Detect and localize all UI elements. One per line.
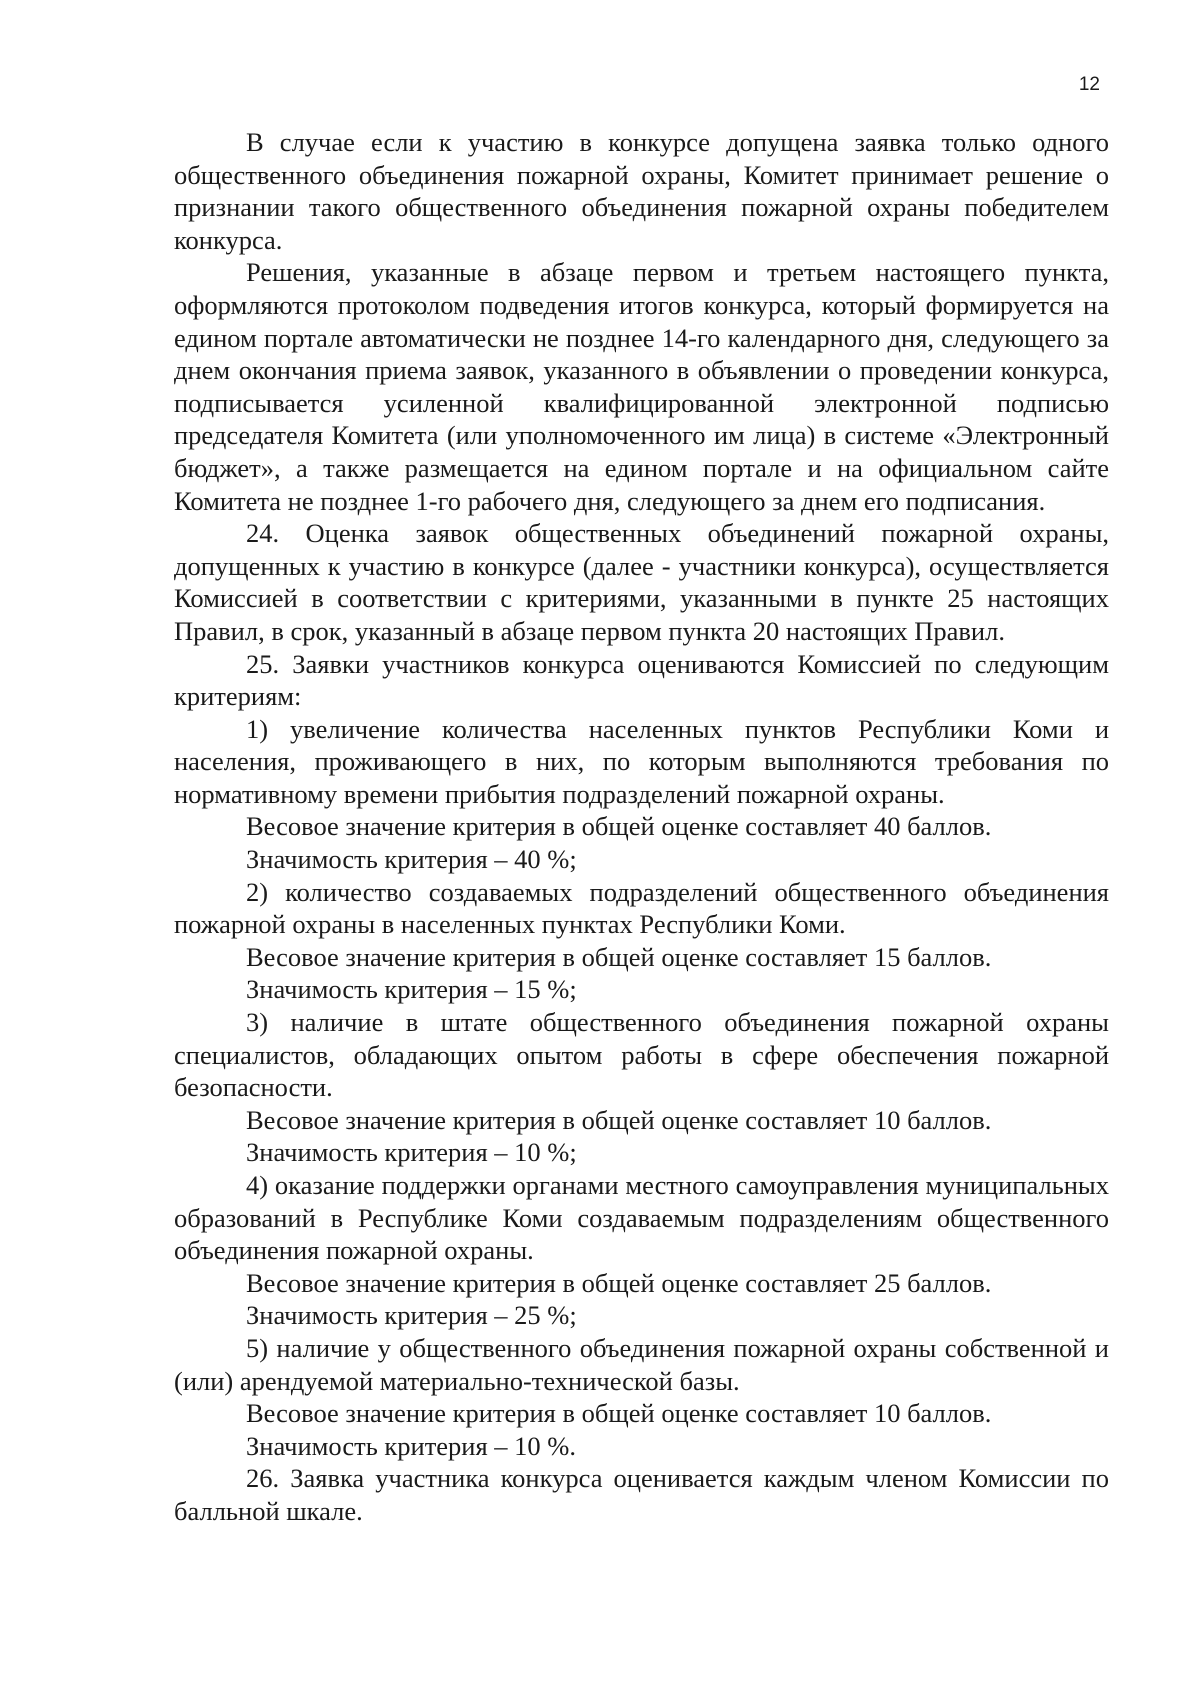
paragraph-24-evaluation: 24. Оценка заявок общественных объединений пожарной охраны, допущенных к участию в конкурсе (далее - участники конкурса), осуществляется Комиссией в соответствии с критериями, указанными в пункте 25 настоящих Правил, в срок, указанный в абзаце первом пункта 20 настоящих Правил.: [174, 518, 1109, 646]
criterion-2-weight: Весовое значение критерия в общей оценке составляет 15 баллов.: [246, 941, 992, 972]
criterion-3-significance: Значимость критерия – 10 %;: [246, 1137, 577, 1168]
criterion-5-text: 5) наличие у общественного объединения пожарной охраны собственной и (или) арендуемой материально-технической базы.: [174, 1332, 1109, 1396]
criterion-1-text: 1) увеличение количества населенных пунктов Республики Коми и населения, проживающего в них, по которым выполняются требования по нормативному времени прибытия подразделений пожарной охраны.: [174, 713, 1109, 809]
criterion-2-significance: Значимость критерия – 15 %;: [246, 974, 577, 1005]
criterion-4-weight: Весовое значение критерия в общей оценке составляет 25 баллов.: [246, 1267, 992, 1298]
paragraph-25-criteria-intro: 25. Заявки участников конкурса оцениваются Комиссией по следующим критериям:: [174, 648, 1109, 712]
criterion-5-significance: Значимость критерия – 10 %.: [246, 1430, 576, 1461]
criterion-5-weight: Весовое значение критерия в общей оценке составляет 10 баллов.: [246, 1398, 992, 1429]
paragraph-decisions-protocol: Решения, указанные в абзаце первом и третьем настоящего пункта, оформляются протоколом подведения итогов конкурса, который формируется на едином портале автоматически не позднее 14-го календарного дня, следующего за днем окончания приема заявок, указанного в объявлении о проведении конкурса, подписывается усиленной квалифицированной электронной подписью председателя Комитета (или уполномоченного им лица) в системе «Электронный бюджет», а также размещается на едином портале и на официальном сайте Комитета не позднее 1-го рабочего дня, следующего за днем его подписания.: [174, 257, 1109, 516]
criterion-1-significance: Значимость критерия – 40 %;: [246, 844, 577, 875]
criterion-4-text: 4) оказание поддержки органами местного самоуправления муниципальных образований в Республике Коми создаваемым подразделениям общественного объединения пожарной охраны.: [174, 1170, 1109, 1266]
criterion-1-weight: Весовое значение критерия в общей оценке составляет 40 баллов.: [246, 811, 992, 842]
paragraph-single-application: В случае если к участию в конкурсе допущена заявка только одного общественного объединения пожарной охраны, Комитет принимает решение о признании такого общественного объединения пожарной охраны победителем конкурса.: [174, 127, 1109, 255]
criterion-4-significance: Значимость критерия – 25 %;: [246, 1300, 577, 1331]
paragraph-26-scoring: 26. Заявка участника конкурса оценивается каждым членом Комиссии по балльной шкале.: [174, 1463, 1109, 1526]
page-number: 12: [1078, 74, 1100, 95]
criterion-2-text: 2) количество создаваемых подразделений общественного объединения пожарной охраны в населенных пунктах Республики Коми.: [174, 876, 1109, 940]
criterion-3-text: 3) наличие в штате общественного объединения пожарной охраны специалистов, обладающих опытом работы в сфере обеспечения пожарной безопасности.: [174, 1007, 1109, 1103]
document-body: [174, 126, 1109, 1528]
criterion-3-weight: Весовое значение критерия в общей оценке составляет 10 баллов.: [246, 1104, 992, 1135]
